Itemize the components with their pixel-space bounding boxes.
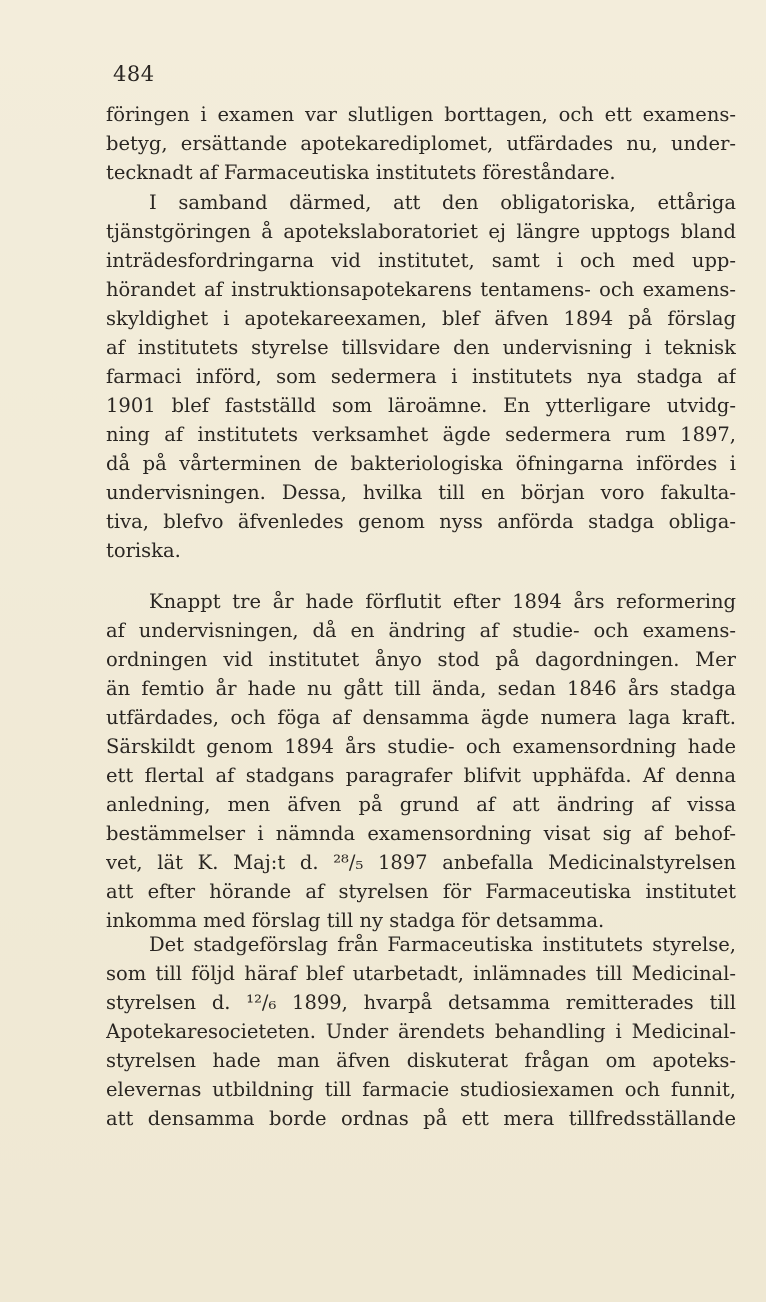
text-line: af undervisningen, då en ändring af studie- och examens- [106,619,736,642]
text-line: än femtio år hade nu gått till ända, sedan 1846 års stadga [106,677,736,700]
text-line: att densamma borde ordnas på ett mera tillfredsställande [106,1107,736,1130]
text-line: tjänstgöringen å apotekslaboratoriet ej längre upptogs bland [106,220,736,243]
text-line: toriska. [106,539,181,562]
text-line: inkomma med förslag till ny stadga för detsamma. [106,909,605,932]
text-line: betyg, ersättande apotekarediplomet, utfärdades nu, under- [106,132,736,155]
text-line: styrelsen hade man äfven diskuterat frågan om apoteks- [106,1049,736,1072]
text-line: undervisningen. Dessa, hvilka till en början voro fakulta- [106,481,736,504]
text-line: vet, lät K. Maj:t d. ²⁸/₅ 1897 anbefalla Medicinalstyrelsen [106,851,736,874]
text-line: elevernas utbildning till farmacie studiosiexamen och funnit, [106,1078,736,1101]
text-line: styrelsen d. ¹²/₆ 1899, hvarpå detsamma remitterades till [106,991,736,1014]
text-line: föringen i examen var slutligen borttagen, och ett examens- [106,103,736,126]
text-line: Apotekaresocieteten. Under ärendets behandling i Medicinal- [106,1020,736,1043]
text-line: då på vårterminen de bakteriologiska öfningarna infördes i [106,452,736,475]
paragraph [106,930,736,1133]
paragraph [106,100,736,187]
page-number: 484 [113,62,155,86]
paragraph [106,188,736,565]
text-line: tiva, blefvo äfvenledes genom nyss anförda stadga obliga- [106,510,736,533]
text-line: anledning, men äfven på grund af att ändring af vissa [106,793,736,816]
text-line: ning af institutets verksamhet ägde sedermera rum 1897, [106,423,736,446]
text-line: farmaci införd, som sedermera i institutets nya stadga af [106,365,736,388]
text-line: Det stadgeförslag från Farmaceutiska institutets styrelse, [149,933,736,956]
text-line: Knappt tre år hade förflutit efter 1894 års reformering [149,590,736,613]
text-line: hörandet af instruktionsapotekarens tentamens- och examens- [106,278,736,301]
text-line: tecknadt af Farmaceutiska institutets föreståndare. [106,161,616,184]
text-line: som till följd häraf blef utarbetadt, inlämnades till Medicinal- [106,962,736,985]
text-line: bestämmelser i nämnda examensordning visat sig af behof- [106,822,736,845]
text-line: Särskildt genom 1894 års studie- och examensordning hade [106,735,736,758]
text-line: ordningen vid institutet ånyo stod på dagordningen. Mer [106,648,736,671]
text-line: inträdesfordringarna vid institutet, samt i och med upp- [106,249,736,272]
text-line: utfärdades, och föga af densamma ägde numera laga kraft. [106,706,736,729]
text-line: I samband därmed, att den obligatoriska, ettåriga [149,191,736,214]
text-line: att efter hörande af styrelsen för Farmaceutiska institutet [106,880,736,903]
text-line: af institutets styrelse tillsvidare den undervisning i teknisk [106,336,736,359]
text-line: 1901 blef fastställd som läroämne. En ytterligare utvidg- [106,394,736,417]
text-line: skyldighet i apotekareexamen, blef äfven 1894 på förslag [106,307,736,330]
paragraph [106,587,736,935]
text-line: ett flertal af stadgans paragrafer blifvit upphäfda. Af denna [106,764,736,787]
